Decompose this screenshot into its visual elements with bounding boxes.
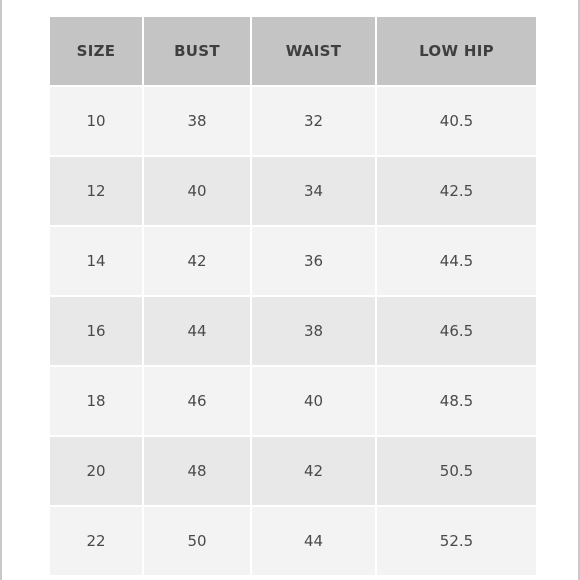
table-row (50, 87, 536, 155)
size-chart-table (48, 15, 538, 577)
cell-waist: 32 (252, 87, 375, 155)
cell-size: 16 (50, 297, 142, 365)
table-row (50, 367, 536, 435)
cell-bust: 38 (144, 87, 250, 155)
header-waist: WAIST (252, 17, 375, 85)
cell-size: 22 (50, 507, 142, 575)
cell-low-hip: 52.5 (377, 507, 536, 575)
table-row (50, 227, 536, 295)
cell-waist: 36 (252, 227, 375, 295)
cell-size: 18 (50, 367, 142, 435)
table-row (50, 297, 536, 365)
cell-size: 20 (50, 437, 142, 505)
cell-low-hip: 46.5 (377, 297, 536, 365)
cell-bust: 40 (144, 157, 250, 225)
cell-bust: 46 (144, 367, 250, 435)
cell-size: 10 (50, 87, 142, 155)
header-row (50, 17, 536, 85)
cell-waist: 42 (252, 437, 375, 505)
cell-bust: 48 (144, 437, 250, 505)
cell-low-hip: 48.5 (377, 367, 536, 435)
cell-low-hip: 42.5 (377, 157, 536, 225)
cell-low-hip: 44.5 (377, 227, 536, 295)
table-row (50, 157, 536, 225)
cell-waist: 38 (252, 297, 375, 365)
cell-bust: 50 (144, 507, 250, 575)
table-row (50, 507, 536, 575)
header-bust: BUST (144, 17, 250, 85)
cell-waist: 34 (252, 157, 375, 225)
cell-size: 14 (50, 227, 142, 295)
cell-bust: 44 (144, 297, 250, 365)
table-row (50, 437, 536, 505)
cell-low-hip: 40.5 (377, 87, 536, 155)
cell-low-hip: 50.5 (377, 437, 536, 505)
cell-waist: 40 (252, 367, 375, 435)
header-size: SIZE (50, 17, 142, 85)
cell-waist: 44 (252, 507, 375, 575)
cell-size: 12 (50, 157, 142, 225)
cell-bust: 42 (144, 227, 250, 295)
header-low-hip: LOW HIP (377, 17, 536, 85)
